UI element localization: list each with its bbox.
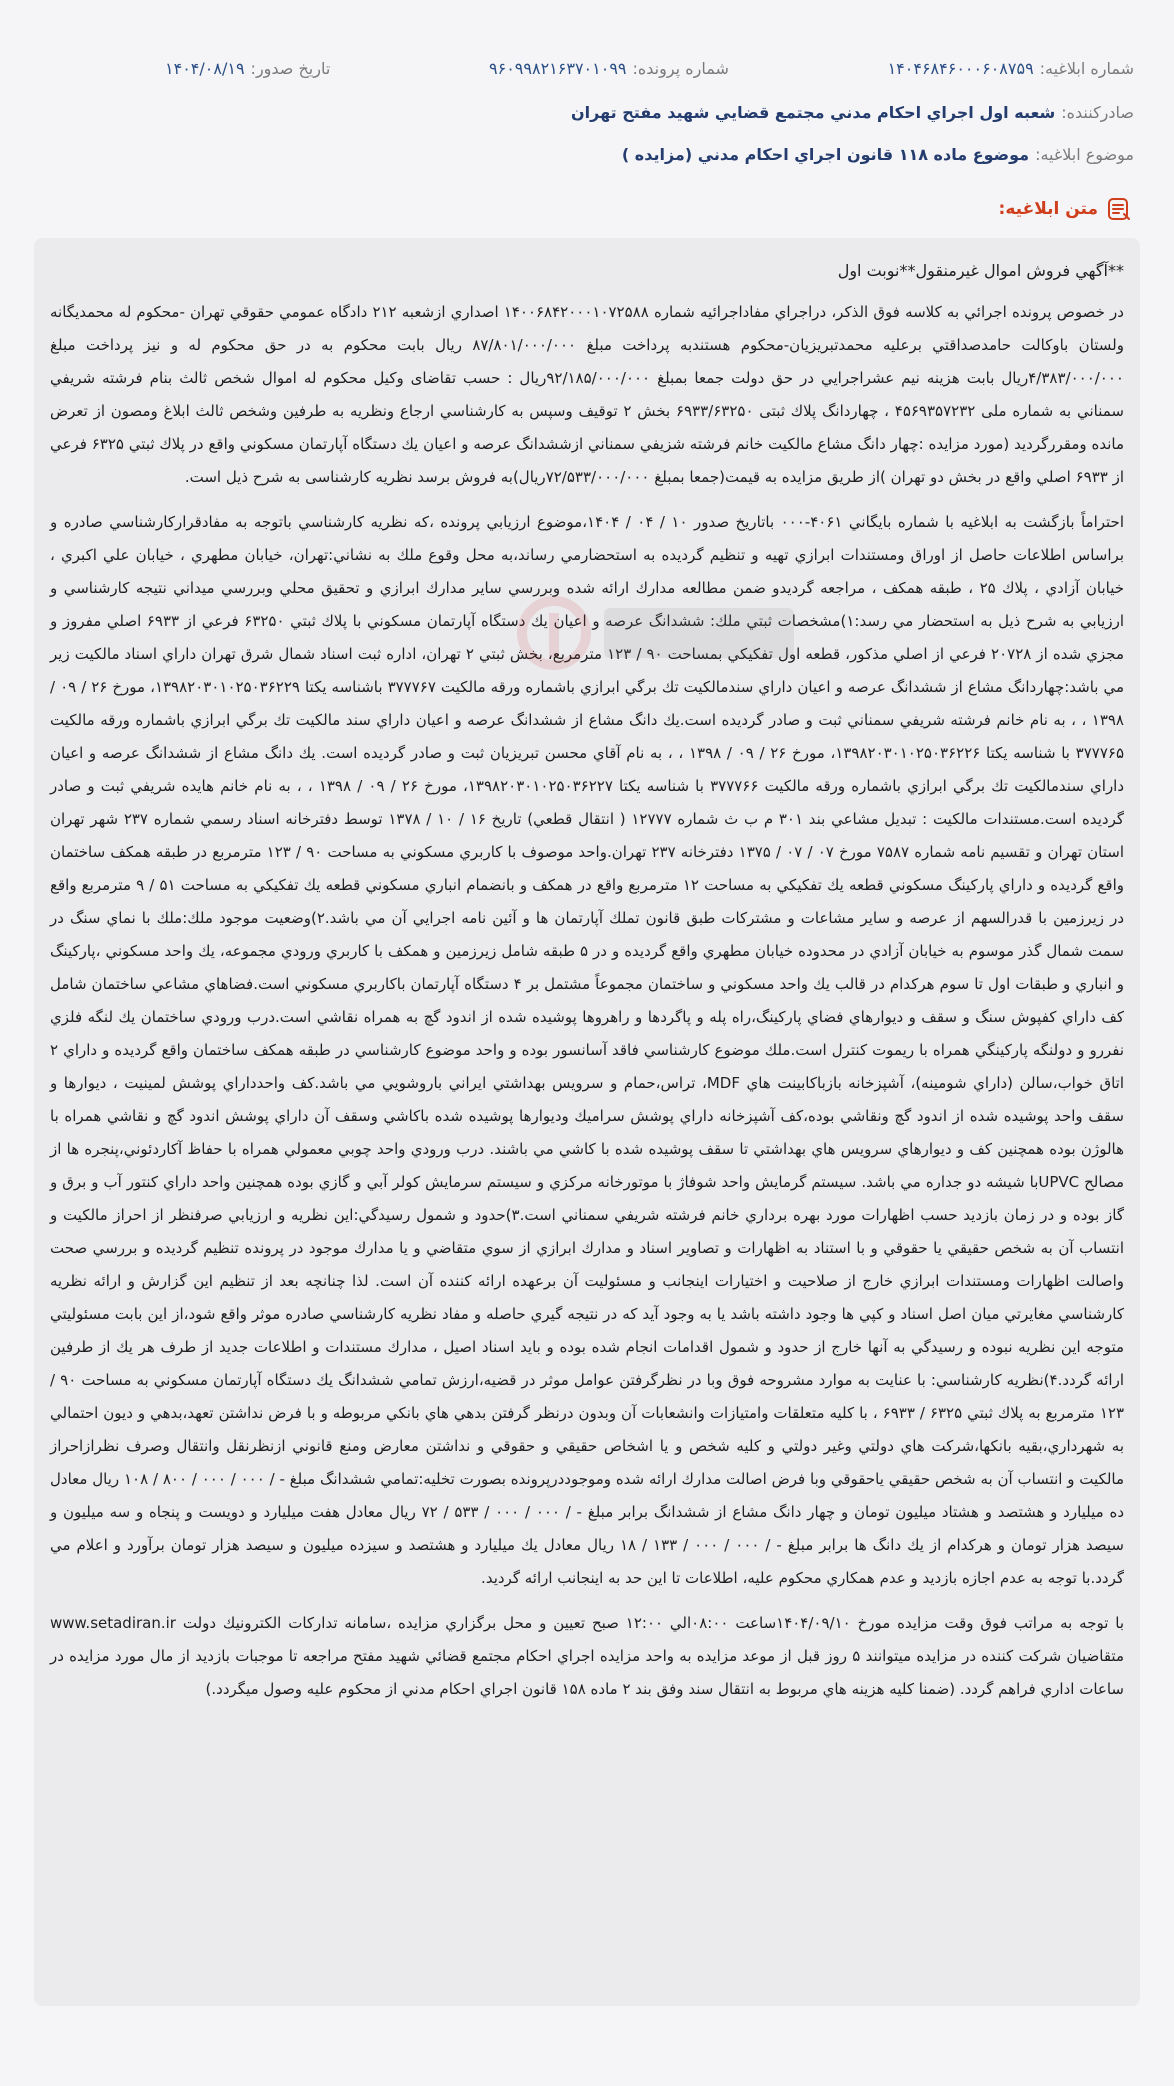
- issue-date-label: تاریخ صدور:: [250, 58, 331, 78]
- issue-date-value: ۱۴۰۴/۰۸/۱۹: [165, 58, 245, 78]
- issuer-value: شعبه اول اجراي احكام مدني مجتمع قضايي شهيد مفتح تهران: [570, 102, 1056, 122]
- notice-number-field: [888, 59, 1134, 78]
- subject-value: موضوع ماده ۱۱۸ قانون اجراي احكام مدني (مزايده ): [621, 144, 1030, 164]
- notice-text-box: [34, 238, 1140, 2006]
- case-number-label: شماره پرونده:: [632, 58, 729, 78]
- notice-heading: **آگهي فروش اموال غيرمنقول**نوبت اول: [837, 261, 1124, 280]
- notice-paragraph-2: احتراماً بازگشت به ابلاغيه با شماره بايگاني ۴۰۶۱-۰۰۰ باتاريخ صدور ۱۰ / ۰۴ / ۱۴۰۴،موضوع ارزيابي پرونده ،كه نظريه كارشناسي باتوجه به مفادقراركارشناسي صادره و براساس اطلاعات حاصل از اوراق ومستندات ابرازي تهيه و تنظيم گرديده به استحضارمي رساند،به محل وقوع ملك به نشاني:تهران، خيابان مطهري ، خيابان علي اكبري ، خيابان آزادي ، پلاك ۲۵ ، طبقه همكف ، مراجعه گرديدو ضمن مطالعه مدارك ارائه شده وبررسي ساير مدارك ابرازي و تحقيق محلي وبررسي ميداني نتيجه كارشناسي و ارزيابي به شرح ذيل به استحضار مي رسد:۱)مشخصات ثبتي ملك: ششدانگ عرصه و اعيان يك دستگاه آپارتمان مسكوني با پلاك ثبتي ۶۳۲۵۰ فرعي از ۶۹۳۳ اصلي مفروز و مجزي شده از ۲۰۷۲۸ فرعي از اصلي مذكور، قطعه اول تفكيكي بمساحت ۹۰ / ۱۲۳ مترمربع، بخش ثبتي ۲ تهران، اداره ثبت اسناد شمال شرق تهران داراي اسناد مالكيت زير مي باشد:چهاردانگ مشاع از ششدانگ عرصه و اعيان داراي سندمالكيت تك برگي ابرازي باشماره ورقه مالكيت ۳۷۷۷۶۷ باشناسه يكتا ۱۳۹۸۲۰۳۰۱۰۲۵۰۳۶۲۲۹، مورخ ۲۶ / ۰۹ / ۱۳۹۸ ، ، به نام خانم فرشته شريفي سمناني ثبت و صادر گرديده است.يك دانگ مشاع از ششدانگ عرصه و اعيان داراي سند مالكيت تك برگي ابرازي باشماره ورقه مالكيت ۳۷۷۷۶۵ با شناسه يكتا ۱۳۹۸۲۰۳۰۱۰۲۵۰۳۶۲۲۶، مورخ ۲۶ / ۰۹ / ۱۳۹۸ ، ، به نام آقاي محسن تبريزيان ثبت و صادر گرديده است. يك دانگ مشاع از ششدانگ عرصه و اعيان داراي سندمالكيت تك برگي ابرازي باشماره ورقه مالكيت ۳۷۷۷۶۶ با شناسه يكتا ۱۳۹۸۲۰۳۰۱۰۲۵۰۳۶۲۲۷، مورخ ۲۶ / ۰۹ / ۱۳۹۸ ، ، به نام خانم هايده شريفي ثبت و صادر گرديده است.مستندات مالكيت : تبديل مشاعي بند ۳۰۱ م ب ث شماره ۱۲۷۷۷ ( انتقال قطعي) تاريخ ۱۶ / ۱۰ / ۱۳۷۸ توسط دفترخانه اسناد رسمي شماره ۲۳۷ شهر تهران استان تهران و تقسيم نامه شماره ۷۵۸۷ مورخ ۰۷ / ۰۷ / ۱۳۷۵ دفترخانه ۲۳۷ تهران.واحد موصوف با كاربري مسكوني به مساحت ۹۰ / ۱۲۳ مترمربع در طبقه همكف ساختمان واقع گرديده و داراي پاركينگ مسكوني قطعه يك تفكيكي به مساحت ۱۲ مترمربع واقع در همكف و بانضمام انباري مسكوني قطعه يك تفكيكي به مساحت ۵۱ / ۹ مترمربع واقع در زيرزمين با قدرالسهم از عرصه و ساير مشاعات و مشتركات طبق قانون تملك آپارتمان ها و آئين نامه اجرايي آن مي باشد.۲)وضعيت موجود ملك:ملك با نماي سنگ در سمت شمال گذر موسوم به خيابان آزادي در محدوده خيابان مطهري واقع گرديده و در ۵ طبقه شامل زيرزمين و همكف با كاربري ورودي مجموعه، يك واحد مسكوني ،پاركينگ و انباري و طبقات اول تا سوم هركدام در قالب يك واحد مسكوني و ساختمان مجموعاً مشتمل بر ۴ دستگاه آپارتمان باكاربري مسكوني است.فضاهاي مشاعي ساختمان شامل كف داراي كفپوش سنگ و سقف و ديوارهاي فضاي پاركينگ،راه پله و پاگردها و راهروها پوشيده شده از اندود گچ به همراه نقاشي است.درب ورودي ساختمان يك لنگه فلزي نفررو و دولنگه پاركينگي همراه با ريموت كنترل است.ملك موضوع كارشناسي فاقد آسانسور بوده و واحد موضوع كارشناسي در طبقه همكف ساختمان واقع گرديده و داراي ۲ اتاق خواب،سالن (داراي شومينه)، آشپزخانه بازباكابينت هاي MDF، تراس،حمام و سرويس بهداشتي ايراني باروشويي مي باشد.كف واحدداراي پوشش لمينيت ، ديوارها و سقف واحد پوشيده شده از اندود گچ ونقاشي بوده،كف آشپزخانه داراي پوشش سراميك وديوارها پوشيده شده باكاشي وسقف آن داراي پوشش اندود گچ و نقاشي همراه با هالوژن بوده همچنين كف و ديوارهاي سرويس هاي بهداشتي تا سقف پوشيده شده با كاشي مي باشند. درب ورودي واحد چوبي معمولي همراه با حفاظ آكاردئوني،پنجره ها از مصالح UPVCبا شيشه دو جداره مي باشد. سيستم گرمايش واحد شوفاژ با موتورخانه مركزي و سيستم سرمايش كولر آبي و گازي بوده همچنين واحد داراي كنتور آب و برق و گاز بوده و در زمان بازديد حسب اظهارات مورد بهره برداري خانم فرشته شريفي سمناني است.۳)حدود و شمول رسيدگي:اين نظريه و ارزيابي صرفنظر از احراز مالكيت و انتساب آن به شخص حقيقي يا حقوقي و با استناد به اظهارات و تصاوير اسناد و مدارك ابرازي از سوي متقاضي و يا مدارك موجود در پرونده تنظيم گرديده و بررسي صحت واصالت اظهارات ومستندات ابرازي خارج از صلاحيت و اختيارات اينجانب و مسئوليت آن برعهده ارائه كننده آن است. لذا چنانچه بعد از تنظيم اين گزارش و ارائه نظريه كارشناسي مغايرتي ميان اصل اسناد و كپي ها وجود داشته باشد يا به وجود آيد كه در نتيجه گيري حاصله و مفاد نظريه كارشناسي صادره موثر واقع شود،از اين بابت مسئوليتي متوجه اين نظريه نبوده و رسيدگي به آنها خارج از حدود و شمول اقدامات انجام شده بوده و بايد اسناد اصيل ، مدارك مستندات و اطلاعات جديد از طرف هر يك از طرفين ارائه گردد.۴)نظريه كارشناسي: با عنايت به موارد مشروحه فوق وبا در نظرگرفتن عوامل موثر در قضيه،ارزش تمامي ششدانگ يك دستگاه آپارتمان مسكوني به مساحت ۹۰ / ۱۲۳ مترمربع به پلاك ثبتي ۶۳۲۵ / ۶۹۳۳ ، با كليه متعلقات وامتيازات وانشعابات آن وبدون درنظر گرفتن بدهي هاي بانكي مربوطه و با فرض نداشتن تعهد،بدهي و ديون احتمالي به شهرداري،بقيه بانكها،شركت هاي دولتي وغير دولتي و كليه شخص و يا اشخاص حقيقي و حقوقي و نداشتن معارض ومنع قانوني ازنظرنقل وانتقال وصرف نظرازاحراز مالكيت و انتساب آن به شخص حقيقي ياحقوقي وبا فرض اصالت مدارك ارائه شده وموجوددرپرونده بصورت تخليه:تمامي ششدانگ مبلغ - / ۰۰۰ / ۰۰۰ / ۸۰۰ / ۱۰۸ ريال معادل ده ميليارد و هشتصد و هشتاد ميليون تومان و چهار دانگ مشاع از ششدانگ برابر مبلغ - / ۰۰۰ / ۰۰۰ / ۵۳۳ / ۷۲ ريال معادل هفت ميليارد و دويست و پنجاه و سه ميليون و سيصد هزار تومان و هركدام از يك دانگ ها برابر مبلغ - / ۰۰۰ / ۰۰۰ / ۱۳۳ / ۱۸ ريال معادل يك ميليارد و هشتصد و سيزده ميليون و سيصد هزار تومان برآورد و اعلام مي گردد.با توجه به عدم اجازه بازديد و عدم همكاري محكوم عليه، اطلاعات تا اين حد به اينجانب ارائه گرديد.: [50, 513, 1125, 1587]
- subject-row: [34, 138, 1134, 170]
- notice-paragraph-1: در خصوص پرونده اجرائي به كلاسه فوق الذكر، دراجراي مفاداجرائيه شماره ۱۴۰۰۶۸۴۲۰۰۰۱۰۷۲۵۸۸ اصداري ازشعبه ۲۱۲ دادگاه عمومي حقوقي تهران -محكوم له محمديگانه ولستان باوكالت حامدصداقتي برعليه محمدتبريزيان-محكوم هستندبه پرداخت مبلغ ۸۷/۸۰۱/۰۰۰/۰۰۰ ريال بابت محكوم به در حق محكوم له و نيز پرداخت مبلغ ۴/۳۸۳/۰۰۰/۰۰۰ريال بابت هزينه نيم عشراجرايي در حق دولت جمعا بمبلغ ۹۲/۱۸۵/۰۰۰/۰۰۰ريال : حسب تقاضای وكيل محكوم له اموال شخص ثالث بنام فرشته شريفي سمناني به شماره ملى ۴۵۶۹۳۵۷۲۳۲ ، چهاردانگ پلاك ثبتى ۶۹۳۳/۶۳۲۵۰ بخش ۲ توقيف وسپس به كارشناسي ارجاع ونظريه به طرفين وشخص ثالث ابلاغ ومصون از تعرض مانده ومقررگرديد (مورد مزايده :چهار دانگ مشاع مالكيت خانم فرشته شزيفي سمناني ازششدانگ عرصه و اعيان يك دستگاه آپارتمان مسكوني واقع در پلاك ثبتي ۶۳۲۵ فرعي از ۶۹۳۳ اصلي واقع در بخش دو تهران )از طريق مزايده به قيمت(جمعا بمبلغ ۷۲/۵۳۳/۰۰۰/۰۰۰ريال)به فروش برسد نظريه كارشناسى به شرح ذيل است.: [50, 303, 1124, 486]
- notice-paragraph-3: با توجه به مراتب فوق وقت مزايده مورخ ۱۴۰۴/۰۹/۱۰ساعت ۰۸:۰۰الي ۱۲:۰۰ صبح تعيين و محل برگزاري مزايده ،سامانه تداركات الكترونيك دولت www.setadiran.ir متقاضيان شركت كننده در مزايده ميتوانند ۵ روز قبل از موعد مزايده به واحد مزايده اجراي احكام مجتمع قضائي شهيد مفتح مراجعه تا موجبات بازديد از مال مورد مزايده در ساعات اداري فراهم گردد. (ضمنا كليه هزينه هاي مربوط به انتقال سند وفق بند ۲ ماده ۱۵۸ قانون اجراي احكام مدني از محكوم عليه وصول ميگردد.): [50, 1614, 1124, 1698]
- case-number-value: ۹۶۰۹۹۸۲۱۶۳۷۰۱۰۹۹: [489, 58, 627, 78]
- notice-number-label: شماره ابلاغیه:: [1039, 58, 1134, 78]
- notice-meta-row: [165, 52, 1134, 84]
- document-text-icon: [1106, 196, 1132, 222]
- notice-text-title: متن ابلاغیه:: [998, 199, 1098, 219]
- subject-label: موضوع ابلاغیه:: [1035, 144, 1134, 164]
- issue-date-field: [165, 59, 330, 78]
- issuer-row: [34, 96, 1134, 128]
- issuer-label: صادرکننده:: [1061, 102, 1134, 122]
- notice-number-value: ۱۴۰۴۶۸۴۶۰۰۰۶۰۸۷۵۹: [887, 58, 1034, 78]
- case-number-field: [489, 59, 729, 78]
- notice-text-section-header: [34, 194, 1132, 224]
